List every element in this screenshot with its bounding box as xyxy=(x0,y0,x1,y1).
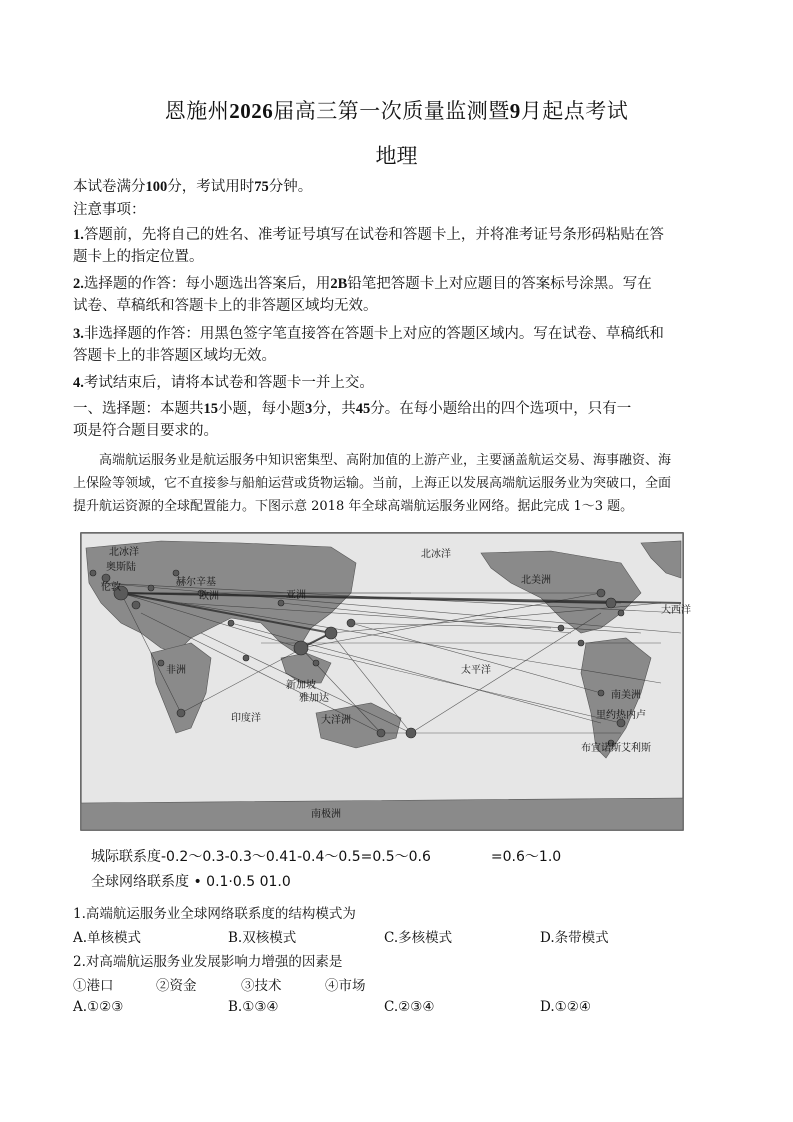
label-indian-ocean: 印度洋 xyxy=(231,713,261,724)
passage-line-2: 上保险等领域，它不直接参与船舶运营或货物运输。当前，上海正以发展高端航运服务业为突破口，全面 xyxy=(73,476,672,491)
question-2-stem: 2.对高端航运服务业发展影响力增强的因素是 xyxy=(73,954,343,970)
label-jakarta: 雅加达 xyxy=(299,693,329,704)
passage-line-1: 高端航运服务业是航运服务中知识密集型、高附加值的上游产业，主要涵盖航运交易、海事融资、海 xyxy=(99,453,672,468)
q1-option-a[interactable]: A.单核模式 xyxy=(73,930,142,946)
label-london: 伦敦 xyxy=(101,582,121,593)
label-oceania: 大洋洲 xyxy=(321,715,351,726)
subject-title: 地理 xyxy=(375,144,418,168)
q1-option-c[interactable]: C.多核模式 xyxy=(384,930,453,946)
label-singapore: 新加坡 xyxy=(286,680,316,691)
label-helsinki: 赫尔辛基 xyxy=(176,577,216,588)
label-south-america: 南美洲 xyxy=(611,690,641,701)
q2-option-a[interactable]: A.①②③ xyxy=(73,999,124,1015)
label-europe: 欧洲 xyxy=(199,591,219,602)
label-oslo: 奥斯陆 xyxy=(106,562,136,573)
legend-row-1: 城际联系度-0.2～0.3-0.3～0.41-0.4～0.5=0.5～0.6 =0.6～1.0 xyxy=(91,849,562,865)
q1-option-d[interactable]: D.条带模式 xyxy=(540,930,609,946)
note-1: 1.答题前，先将自己的姓名、准考证号填写在试卷和答题卡上，并将准考证号条形码粘贴在答 题卡上的指定位置。 xyxy=(73,227,664,265)
label-antarctica: 南极洲 xyxy=(311,809,341,820)
section-heading: 一、选择题：本题共15小题，每小题3分，共45分。在每小题给出的四个选项中，只有一 项是符合题目要求的。 xyxy=(73,401,632,439)
label-asia: 亚洲 xyxy=(286,590,306,601)
shipping-network-map xyxy=(81,533,691,830)
q2-option-c[interactable]: C.②③④ xyxy=(384,999,435,1015)
legend-row-2: 全球网络联系度 • 0.1·0.5 01.0 xyxy=(91,874,291,890)
label-arctic-1: 北冰洋 xyxy=(109,547,139,558)
label-africa: 非洲 xyxy=(166,665,186,676)
exam-title: 恩施州2026届高三第一次质量监测暨9月起点考试 xyxy=(164,99,629,123)
notes-heading: 注意事项： xyxy=(73,202,146,218)
intro-line: 本试卷满分100分，考试用时75分钟。 xyxy=(73,179,313,195)
note-4: 4.考试结束后，请将本试卷和答题卡一并上交。 xyxy=(73,375,374,391)
label-arctic-2: 北冰洋 xyxy=(421,549,451,560)
label-atlantic: 大西洋 xyxy=(661,605,691,616)
note-2: 2.选择题的作答：每小题选出答案后，用2B铅笔把答题卡上对应题目的答案标号涂黑。写在 试卷、草稿纸和答题卡上的非答题区域均无效。 xyxy=(73,276,652,314)
label-pacific: 太平洋 xyxy=(461,665,491,676)
question-1-stem: 1.高端航运服务业全球网络联系度的结构模式为 xyxy=(73,906,356,922)
q2-option-d[interactable]: D.①②④ xyxy=(540,999,591,1015)
q2-factor-3: ③技术 xyxy=(241,978,282,994)
q2-factor-1: ①港口 xyxy=(73,978,114,994)
label-rio: 里约热内卢 xyxy=(596,710,646,721)
note-3: 3.非选择题的作答：用黑色签字笔直接答在答题卡上对应的答题区域内。写在试卷、草稿纸和 答题卡上的非答题区域均无效。 xyxy=(73,326,664,364)
passage-line-3: 提升航运资源的全球配置能力。下图示意 2018 年全球高端航运服务业网络。据此完成 1～3 题。 xyxy=(73,499,634,514)
label-buenos-aires: 布宜诺斯艾利斯 xyxy=(581,743,651,754)
q1-option-b[interactable]: B.双核模式 xyxy=(228,930,297,946)
label-north-america: 北美洲 xyxy=(521,575,551,586)
q2-factor-4: ④市场 xyxy=(325,978,366,994)
q2-option-b[interactable]: B.①③④ xyxy=(228,999,279,1015)
q2-factor-2: ②资金 xyxy=(156,978,197,994)
